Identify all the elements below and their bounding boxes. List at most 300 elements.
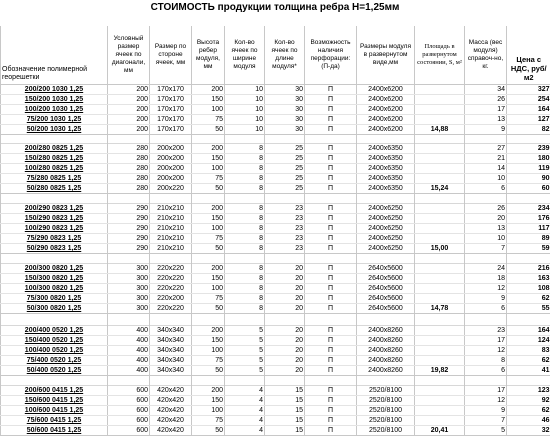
cell-side: 200х200 bbox=[150, 174, 192, 184]
cell-diagonal: 400 bbox=[108, 356, 150, 366]
cell-module-size: 2400х6250 bbox=[357, 214, 415, 224]
cell-mass: 17 bbox=[465, 336, 507, 346]
separator-cell bbox=[507, 314, 550, 326]
cell-cells-width: 5 bbox=[225, 326, 265, 336]
table-row bbox=[1, 95, 550, 105]
cell-diagonal: 400 bbox=[108, 326, 150, 336]
cell-diagonal: 600 bbox=[108, 416, 150, 426]
cell-diagonal: 400 bbox=[108, 346, 150, 356]
cell-height: 150 bbox=[192, 274, 225, 284]
cell-perforation: П bbox=[305, 366, 357, 376]
cell-side: 200х200 bbox=[150, 144, 192, 154]
header-price: Цена с НДС, руб/м2 bbox=[507, 26, 550, 85]
cell-module-size: 2520/8100 bbox=[357, 406, 415, 416]
cell-perforation: П bbox=[305, 154, 357, 164]
cell-mass: 17 bbox=[465, 386, 507, 396]
cell-side: 340х340 bbox=[150, 326, 192, 336]
separator-cell bbox=[108, 314, 150, 326]
cell-side: 200х200 bbox=[150, 164, 192, 174]
cell-cells-length: 25 bbox=[265, 164, 305, 174]
cell-side: 420х420 bbox=[150, 406, 192, 416]
header-cells-length: Кол-во ячеек по длине модуля* bbox=[265, 26, 305, 85]
cell-designation: 50/280 0825 1,25 bbox=[1, 184, 108, 194]
cell-designation: 75/280 0825 1,25 bbox=[1, 174, 108, 184]
cell-area bbox=[415, 406, 465, 416]
cell-area bbox=[415, 95, 465, 105]
cell-cells-length: 30 bbox=[265, 105, 305, 115]
table-row bbox=[1, 416, 550, 426]
cell-perforation: П bbox=[305, 244, 357, 254]
cell-height: 50 bbox=[192, 304, 225, 314]
table-row bbox=[1, 115, 550, 125]
cell-cells-width: 5 bbox=[225, 366, 265, 376]
cell-designation: 150/600 0415 1,25 bbox=[1, 396, 108, 406]
table-row bbox=[1, 346, 550, 356]
cell-price: 62 bbox=[507, 294, 550, 304]
cell-side: 220х200 bbox=[150, 294, 192, 304]
cell-cells-length: 25 bbox=[265, 144, 305, 154]
cell-side: 200х200 bbox=[150, 154, 192, 164]
cell-module-size: 2400х6350 bbox=[357, 184, 415, 194]
cell-height: 150 bbox=[192, 336, 225, 346]
cell-mass: 23 bbox=[465, 326, 507, 336]
cell-side: 170х170 bbox=[150, 105, 192, 115]
cell-mass: 10 bbox=[465, 234, 507, 244]
page-title: СТОИМОСТЬ продукции толщина ребра Н=1,25мм bbox=[0, 2, 550, 14]
cell-cells-width: 8 bbox=[225, 164, 265, 174]
cell-mass: 7 bbox=[465, 244, 507, 254]
header-cells-width: Кол-во ячеек по ширине модуля bbox=[225, 26, 265, 85]
separator-cell bbox=[150, 135, 192, 144]
header-perforation: Возможность наличия перфорации: (П-да) bbox=[305, 26, 357, 85]
separator-cell bbox=[507, 194, 550, 204]
cell-designation: 150/290 0823 1,25 bbox=[1, 214, 108, 224]
cell-diagonal: 400 bbox=[108, 336, 150, 346]
cell-cells-length: 23 bbox=[265, 214, 305, 224]
cell-module-size: 2520/8100 bbox=[357, 386, 415, 396]
cell-cells-width: 10 bbox=[225, 125, 265, 135]
cell-cells-length: 20 bbox=[265, 366, 305, 376]
cell-height: 150 bbox=[192, 396, 225, 406]
table-row bbox=[1, 426, 550, 436]
separator-cell bbox=[108, 254, 150, 264]
table-row bbox=[1, 274, 550, 284]
group-separator bbox=[1, 254, 550, 264]
cell-module-size: 2400х6250 bbox=[357, 204, 415, 214]
table-row bbox=[1, 154, 550, 164]
group-separator bbox=[1, 314, 550, 326]
cell-side: 220х220 bbox=[150, 264, 192, 274]
cell-module-size: 2400х6350 bbox=[357, 174, 415, 184]
group-separator bbox=[1, 135, 550, 144]
table-row bbox=[1, 326, 550, 336]
cell-area bbox=[415, 144, 465, 154]
cell-mass: 6 bbox=[465, 366, 507, 376]
cell-mass: 9 bbox=[465, 125, 507, 135]
cell-side: 170х170 bbox=[150, 95, 192, 105]
cell-mass: 26 bbox=[465, 95, 507, 105]
separator-cell bbox=[192, 135, 225, 144]
cell-module-size: 2400х6200 bbox=[357, 115, 415, 125]
cell-designation: 200/280 0825 1,25 bbox=[1, 144, 108, 154]
cell-designation: 150/200 1030 1,25 bbox=[1, 95, 108, 105]
cell-designation: 200/200 1030 1,25 bbox=[1, 85, 108, 95]
cell-side: 200х220 bbox=[150, 184, 192, 194]
cell-diagonal: 280 bbox=[108, 154, 150, 164]
cell-height: 75 bbox=[192, 234, 225, 244]
cell-price: 46 bbox=[507, 416, 550, 426]
cell-cells-length: 20 bbox=[265, 304, 305, 314]
cell-price: 92 bbox=[507, 396, 550, 406]
cell-module-size: 2400х8260 bbox=[357, 356, 415, 366]
cell-price: 327 bbox=[507, 85, 550, 95]
table-row bbox=[1, 224, 550, 234]
cell-diagonal: 200 bbox=[108, 115, 150, 125]
header-designation: Обозначение полимерной георешетки bbox=[1, 26, 108, 85]
separator-cell bbox=[1, 254, 108, 264]
cell-cells-width: 10 bbox=[225, 115, 265, 125]
cell-height: 150 bbox=[192, 154, 225, 164]
cell-perforation: П bbox=[305, 264, 357, 274]
cell-area bbox=[415, 115, 465, 125]
cell-module-size: 2520/8100 bbox=[357, 416, 415, 426]
cell-area bbox=[415, 294, 465, 304]
price-table bbox=[0, 26, 550, 436]
cell-designation: 200/300 0820 1,25 bbox=[1, 264, 108, 274]
cell-designation: 100/300 0820 1,25 bbox=[1, 284, 108, 294]
cell-mass: 12 bbox=[465, 396, 507, 406]
cell-side: 340х340 bbox=[150, 346, 192, 356]
cell-perforation: П bbox=[305, 396, 357, 406]
cell-price: 83 bbox=[507, 346, 550, 356]
separator-cell bbox=[305, 194, 357, 204]
cell-price: 55 bbox=[507, 304, 550, 314]
cell-diagonal: 300 bbox=[108, 304, 150, 314]
cell-designation: 100/280 0825 1,25 bbox=[1, 164, 108, 174]
cell-diagonal: 290 bbox=[108, 234, 150, 244]
cell-height: 100 bbox=[192, 224, 225, 234]
separator-cell bbox=[150, 376, 192, 386]
cell-cells-width: 8 bbox=[225, 154, 265, 164]
separator-cell bbox=[225, 135, 265, 144]
cell-area: 20,41 bbox=[415, 426, 465, 436]
cell-price: 254 bbox=[507, 95, 550, 105]
cell-area bbox=[415, 164, 465, 174]
cell-module-size: 2400х8260 bbox=[357, 346, 415, 356]
cell-perforation: П bbox=[305, 336, 357, 346]
cell-cells-length: 23 bbox=[265, 234, 305, 244]
cell-diagonal: 600 bbox=[108, 396, 150, 406]
cell-height: 75 bbox=[192, 294, 225, 304]
cell-module-size: 2400х8260 bbox=[357, 336, 415, 346]
separator-cell bbox=[265, 135, 305, 144]
cell-side: 170х170 bbox=[150, 85, 192, 95]
cell-area bbox=[415, 274, 465, 284]
cell-cells-length: 20 bbox=[265, 346, 305, 356]
cell-designation: 50/400 0520 1,25 bbox=[1, 366, 108, 376]
cell-height: 150 bbox=[192, 214, 225, 224]
header-diagonal: Условный размер ячеек по диагонали, мм bbox=[108, 26, 150, 85]
cell-area bbox=[415, 105, 465, 115]
cell-area bbox=[415, 326, 465, 336]
cell-module-size: 2400х6250 bbox=[357, 244, 415, 254]
separator-cell bbox=[305, 135, 357, 144]
separator-cell bbox=[225, 194, 265, 204]
cell-cells-length: 23 bbox=[265, 224, 305, 234]
cell-designation: 200/290 0823 1,25 bbox=[1, 204, 108, 214]
cell-designation: 100/290 0823 1,25 bbox=[1, 224, 108, 234]
separator-cell bbox=[265, 254, 305, 264]
cell-designation: 50/200 1030 1,25 bbox=[1, 125, 108, 135]
cell-module-size: 2640х5600 bbox=[357, 274, 415, 284]
cell-side: 420х420 bbox=[150, 396, 192, 406]
separator-cell bbox=[415, 254, 465, 264]
cell-perforation: П bbox=[305, 184, 357, 194]
cell-price: 123 bbox=[507, 386, 550, 396]
cell-price: 82 bbox=[507, 125, 550, 135]
table-row bbox=[1, 304, 550, 314]
cell-mass: 9 bbox=[465, 406, 507, 416]
cell-designation: 150/300 0820 1,25 bbox=[1, 274, 108, 284]
separator-cell bbox=[1, 194, 108, 204]
cell-area bbox=[415, 154, 465, 164]
cell-module-size: 2400х6250 bbox=[357, 234, 415, 244]
cell-mass: 6 bbox=[465, 184, 507, 194]
cell-area: 14,88 bbox=[415, 125, 465, 135]
cell-area bbox=[415, 346, 465, 356]
cell-designation: 75/300 0820 1,25 bbox=[1, 294, 108, 304]
cell-side: 210х210 bbox=[150, 214, 192, 224]
cell-cells-width: 4 bbox=[225, 386, 265, 396]
separator-cell bbox=[225, 314, 265, 326]
cell-perforation: П bbox=[305, 386, 357, 396]
cell-diagonal: 300 bbox=[108, 284, 150, 294]
header-module-size: Размеры модуля в развернутом виде,мм bbox=[357, 26, 415, 85]
separator-cell bbox=[415, 194, 465, 204]
cell-mass: 17 bbox=[465, 105, 507, 115]
cell-designation: 200/600 0415 1,25 bbox=[1, 386, 108, 396]
separator-cell bbox=[415, 314, 465, 326]
cell-price: 60 bbox=[507, 184, 550, 194]
cell-diagonal: 290 bbox=[108, 244, 150, 254]
separator-cell bbox=[357, 254, 415, 264]
separator-cell bbox=[465, 135, 507, 144]
cell-module-size: 2520/8100 bbox=[357, 426, 415, 436]
cell-price: 108 bbox=[507, 284, 550, 294]
cell-mass: 12 bbox=[465, 346, 507, 356]
cell-designation: 75/400 0520 1,25 bbox=[1, 356, 108, 366]
cell-side: 170х170 bbox=[150, 125, 192, 135]
cell-price: 216 bbox=[507, 264, 550, 274]
cell-cells-length: 25 bbox=[265, 154, 305, 164]
cell-area: 15,00 bbox=[415, 244, 465, 254]
cell-perforation: П bbox=[305, 115, 357, 125]
cell-cells-width: 8 bbox=[225, 214, 265, 224]
cell-cells-width: 4 bbox=[225, 416, 265, 426]
cell-designation: 50/290 0823 1,25 bbox=[1, 244, 108, 254]
cell-diagonal: 290 bbox=[108, 224, 150, 234]
cell-cells-width: 8 bbox=[225, 264, 265, 274]
cell-side: 220х220 bbox=[150, 284, 192, 294]
cell-mass: 10 bbox=[465, 174, 507, 184]
cell-perforation: П bbox=[305, 294, 357, 304]
cell-designation: 75/200 1030 1,25 bbox=[1, 115, 108, 125]
cell-height: 100 bbox=[192, 105, 225, 115]
cell-side: 340х340 bbox=[150, 366, 192, 376]
table-row bbox=[1, 85, 550, 95]
cell-area bbox=[415, 224, 465, 234]
cell-cells-width: 4 bbox=[225, 396, 265, 406]
cell-cells-length: 15 bbox=[265, 416, 305, 426]
cell-module-size: 2400х6200 bbox=[357, 105, 415, 115]
cell-area bbox=[415, 386, 465, 396]
cell-height: 50 bbox=[192, 184, 225, 194]
cell-cells-length: 30 bbox=[265, 125, 305, 135]
separator-cell bbox=[192, 314, 225, 326]
cell-side: 210х210 bbox=[150, 244, 192, 254]
cell-height: 75 bbox=[192, 356, 225, 366]
cell-module-size: 2400х8260 bbox=[357, 326, 415, 336]
table-row bbox=[1, 174, 550, 184]
cell-side: 210х210 bbox=[150, 234, 192, 244]
cell-cells-length: 23 bbox=[265, 204, 305, 214]
cell-mass: 5 bbox=[465, 426, 507, 436]
cell-side: 210х210 bbox=[150, 204, 192, 214]
separator-cell bbox=[465, 194, 507, 204]
cell-height: 200 bbox=[192, 326, 225, 336]
cell-cells-width: 8 bbox=[225, 294, 265, 304]
cell-diagonal: 280 bbox=[108, 184, 150, 194]
cell-price: 180 bbox=[507, 154, 550, 164]
table-row bbox=[1, 336, 550, 346]
cell-diagonal: 280 bbox=[108, 144, 150, 154]
cell-diagonal: 290 bbox=[108, 214, 150, 224]
cell-perforation: П bbox=[305, 406, 357, 416]
cell-cells-width: 8 bbox=[225, 304, 265, 314]
cell-area: 15,24 bbox=[415, 184, 465, 194]
cell-price: 124 bbox=[507, 336, 550, 346]
cell-cells-width: 8 bbox=[225, 184, 265, 194]
table-row bbox=[1, 264, 550, 274]
table-row bbox=[1, 356, 550, 366]
cell-height: 100 bbox=[192, 346, 225, 356]
cell-height: 200 bbox=[192, 386, 225, 396]
cell-module-size: 2640х5600 bbox=[357, 264, 415, 274]
cell-perforation: П bbox=[305, 214, 357, 224]
cell-mass: 9 bbox=[465, 294, 507, 304]
cell-price: 176 bbox=[507, 214, 550, 224]
cell-area bbox=[415, 174, 465, 184]
cell-side: 420х420 bbox=[150, 386, 192, 396]
cell-cells-length: 20 bbox=[265, 274, 305, 284]
cell-area bbox=[415, 416, 465, 426]
cell-mass: 13 bbox=[465, 224, 507, 234]
cell-height: 200 bbox=[192, 264, 225, 274]
cell-height: 75 bbox=[192, 416, 225, 426]
cell-cells-length: 25 bbox=[265, 184, 305, 194]
separator-cell bbox=[507, 135, 550, 144]
cell-cells-width: 8 bbox=[225, 284, 265, 294]
cell-area: 19,82 bbox=[415, 366, 465, 376]
cell-designation: 100/400 0520 1,25 bbox=[1, 346, 108, 356]
cell-cells-width: 5 bbox=[225, 336, 265, 346]
cell-price: 62 bbox=[507, 406, 550, 416]
table-row bbox=[1, 366, 550, 376]
cell-price: 164 bbox=[507, 105, 550, 115]
cell-price: 117 bbox=[507, 224, 550, 234]
cell-cells-width: 5 bbox=[225, 346, 265, 356]
cell-cells-length: 15 bbox=[265, 406, 305, 416]
separator-cell bbox=[108, 135, 150, 144]
cell-price: 62 bbox=[507, 356, 550, 366]
separator-cell bbox=[150, 194, 192, 204]
cell-perforation: П bbox=[305, 426, 357, 436]
cell-diagonal: 280 bbox=[108, 174, 150, 184]
cell-cells-length: 15 bbox=[265, 426, 305, 436]
cell-height: 100 bbox=[192, 164, 225, 174]
cell-diagonal: 290 bbox=[108, 204, 150, 214]
cell-cells-length: 30 bbox=[265, 85, 305, 95]
table-row bbox=[1, 184, 550, 194]
separator-cell bbox=[1, 376, 108, 386]
cell-mass: 20 bbox=[465, 214, 507, 224]
cell-price: 164 bbox=[507, 326, 550, 336]
table-row bbox=[1, 386, 550, 396]
cell-mass: 27 bbox=[465, 144, 507, 154]
separator-cell bbox=[265, 376, 305, 386]
table-row bbox=[1, 214, 550, 224]
separator-cell bbox=[305, 376, 357, 386]
cell-cells-length: 25 bbox=[265, 174, 305, 184]
cell-perforation: П bbox=[305, 346, 357, 356]
cell-perforation: П bbox=[305, 95, 357, 105]
cell-mass: 24 bbox=[465, 264, 507, 274]
cell-diagonal: 600 bbox=[108, 406, 150, 416]
header-side: Размер по стороне ячеек, мм bbox=[150, 26, 192, 85]
table-row bbox=[1, 284, 550, 294]
table-body bbox=[1, 85, 550, 436]
cell-perforation: П bbox=[305, 416, 357, 426]
cell-designation: 75/290 0823 1,25 bbox=[1, 234, 108, 244]
cell-cells-width: 8 bbox=[225, 234, 265, 244]
cell-module-size: 2640х5600 bbox=[357, 304, 415, 314]
cell-price: 90 bbox=[507, 174, 550, 184]
separator-cell bbox=[305, 314, 357, 326]
cell-cells-length: 20 bbox=[265, 294, 305, 304]
header-height: Высота ребер модуля, мм bbox=[192, 26, 225, 85]
separator-cell bbox=[150, 314, 192, 326]
cell-diagonal: 200 bbox=[108, 105, 150, 115]
table-row bbox=[1, 396, 550, 406]
cell-cells-length: 20 bbox=[265, 284, 305, 294]
cell-diagonal: 400 bbox=[108, 366, 150, 376]
separator-cell bbox=[357, 194, 415, 204]
cell-side: 220х220 bbox=[150, 274, 192, 284]
cell-area bbox=[415, 264, 465, 274]
table-row bbox=[1, 125, 550, 135]
cell-perforation: П bbox=[305, 224, 357, 234]
cell-height: 150 bbox=[192, 95, 225, 105]
table-row bbox=[1, 234, 550, 244]
cell-price: 41 bbox=[507, 366, 550, 376]
cell-perforation: П bbox=[305, 125, 357, 135]
cell-height: 100 bbox=[192, 284, 225, 294]
cell-diagonal: 200 bbox=[108, 85, 150, 95]
cell-designation: 200/400 0520 1,25 bbox=[1, 326, 108, 336]
cell-perforation: П bbox=[305, 326, 357, 336]
separator-cell bbox=[108, 194, 150, 204]
table-row bbox=[1, 294, 550, 304]
